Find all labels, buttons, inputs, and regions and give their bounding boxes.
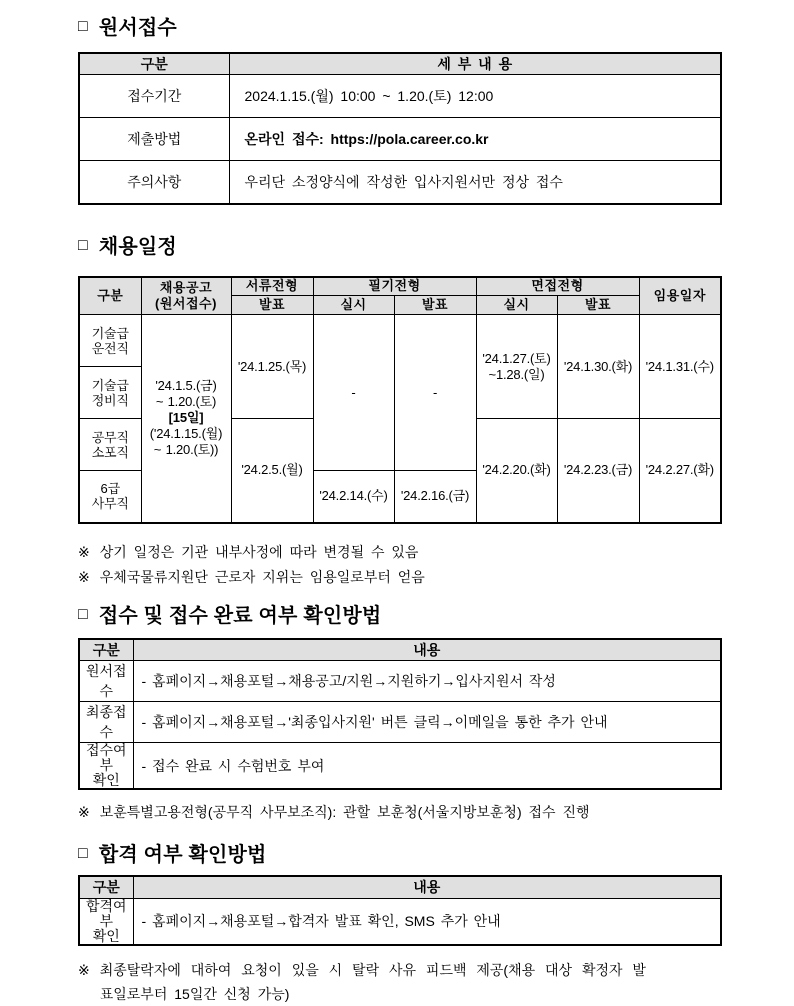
note-text: 우체국물류지원단 근로자 지위는 임용일로부터 얻음 bbox=[99, 568, 425, 585]
cell-appoint-top: '24.1.31.(수) bbox=[639, 315, 721, 419]
schedule-row-driver bbox=[79, 315, 721, 367]
col-header-written-announce: 발표 bbox=[394, 296, 476, 315]
section-title-schedule bbox=[78, 235, 720, 259]
row-value-method-url: 온라인 접수: https://pola.career.co.kr bbox=[229, 118, 721, 161]
job-label-clerk bbox=[79, 471, 141, 523]
cell-appoint-bottom: '24.2.27.(화) bbox=[639, 419, 721, 523]
col-header-notice bbox=[141, 277, 231, 315]
checkbox-square-icon: □ bbox=[78, 845, 88, 862]
section-title-pass-check bbox=[78, 843, 720, 867]
job-label-line1: 기술급 bbox=[91, 325, 129, 341]
cell-interview-conduct-bottom: '24.2.20.(화) bbox=[476, 419, 557, 523]
table-row-period bbox=[79, 75, 721, 118]
row-label-caution: 주의사항 bbox=[79, 161, 229, 204]
receipt-check-table bbox=[78, 638, 722, 791]
interview-conduct-line1: '24.1.27.(토) bbox=[482, 350, 551, 366]
col-header-gubun: 구분 bbox=[79, 277, 141, 315]
job-label-line2: 소포직 bbox=[91, 444, 129, 460]
col-header-gubun: 구분 bbox=[79, 53, 229, 75]
table-row-final-submit bbox=[79, 702, 721, 743]
receipt-table-header-row bbox=[79, 639, 721, 661]
col-header-gubun: 구분 bbox=[79, 876, 133, 898]
checkbox-square-icon: □ bbox=[78, 18, 88, 35]
section-title-text: 원서접수 bbox=[98, 17, 177, 39]
row-label-receipt-confirm bbox=[79, 743, 133, 790]
cell-doc-announce-top: '24.1.25.(목) bbox=[231, 315, 313, 419]
row-label-line1: 접수여부 bbox=[85, 742, 127, 773]
note-veterans bbox=[78, 803, 720, 821]
table-row-application bbox=[79, 661, 721, 702]
row-label-final-submit: 최종접수 bbox=[79, 702, 133, 743]
row-value-application: - 홈페이지→채용포털→채용공고/지원→지원하기→입사지원서 작성 bbox=[133, 661, 721, 702]
table-row-method bbox=[79, 118, 721, 161]
application-table bbox=[78, 52, 722, 205]
note-feedback-line1: 최종탈락자에 대하여 요청이 있을 시 탈락 사유 피드백 제공(채용 대상 확정자 발 bbox=[99, 961, 646, 978]
reference-mark-icon: ※ bbox=[78, 961, 90, 978]
cell-notice-period bbox=[141, 315, 231, 523]
col-header-written-exam: 필기전형 bbox=[313, 277, 476, 296]
notice-line3: [15일] bbox=[168, 410, 204, 426]
pass-table-header-row bbox=[79, 876, 721, 898]
table-row-receipt-confirm bbox=[79, 743, 721, 790]
cell-written-conduct-bottom: '24.2.14.(수) bbox=[313, 471, 394, 523]
job-label-line1: 6급 bbox=[100, 481, 120, 497]
col-header-written-conduct: 실시 bbox=[313, 296, 394, 315]
schedule-header-row-1 bbox=[79, 277, 721, 296]
col-header-doc-screening: 서류전형 bbox=[231, 277, 313, 296]
checkbox-square-icon: □ bbox=[78, 236, 88, 254]
row-label-line1: 합격여부 bbox=[85, 897, 127, 929]
col-header-details: 세 부 내 용 bbox=[229, 53, 721, 75]
job-label-mechanic bbox=[79, 367, 141, 419]
section-title-application bbox=[78, 16, 720, 40]
reference-mark-icon: ※ bbox=[78, 568, 90, 585]
cell-interview-announce-bottom: '24.2.23.(금) bbox=[557, 419, 639, 523]
notice-line1: '24.1.5.(금) bbox=[155, 378, 217, 394]
col-header-gubun: 구분 bbox=[79, 639, 133, 661]
job-label-line1: 공무직 bbox=[91, 429, 129, 445]
checkbox-square-icon: □ bbox=[78, 605, 88, 623]
row-label-line2: 확인 bbox=[92, 772, 120, 788]
cell-written-announce-top: - bbox=[394, 315, 476, 471]
col-header-interview: 면접전형 bbox=[476, 277, 639, 296]
row-value-caution: 우리단 소정양식에 작성한 입사지원서만 정상 접수 bbox=[229, 161, 721, 204]
col-header-interview-announce: 발표 bbox=[557, 296, 639, 315]
row-value-receipt-confirm: - 접수 완료 시 수험번호 부여 bbox=[133, 743, 721, 790]
table-row-caution bbox=[79, 161, 721, 204]
note-feedback bbox=[78, 958, 720, 1006]
section-title-receipt-check bbox=[78, 604, 720, 628]
notice-line2: ~ 1.20.(토) bbox=[155, 394, 217, 410]
col-header-notice-line2: (원서접수) bbox=[155, 295, 217, 311]
cell-written-announce-bottom: '24.2.16.(금) bbox=[394, 471, 476, 523]
notice-line5: ~ 1.20.(토)) bbox=[153, 442, 219, 458]
row-label-line2: 확인 bbox=[92, 927, 120, 944]
note-text: 보훈특별고용전형(공무직 사무보조직): 관할 보훈청(서울지방보훈청) 접수 진행 bbox=[99, 804, 590, 820]
table-row-pass-confirm bbox=[79, 898, 721, 945]
note-worker-status bbox=[78, 565, 720, 590]
job-label-parcel bbox=[79, 419, 141, 471]
reference-mark-icon: ※ bbox=[78, 543, 90, 560]
cell-interview-conduct-top bbox=[476, 315, 557, 419]
col-header-interview-conduct: 실시 bbox=[476, 296, 557, 315]
notice-line4: ('24.1.15.(월) bbox=[149, 426, 223, 442]
row-value-period: 2024.1.15.(월) 10:00 ~ 1.20.(토) 12:00 bbox=[229, 75, 721, 118]
col-header-notice-line1: 채용공고 bbox=[159, 279, 213, 295]
schedule-table bbox=[78, 276, 722, 524]
row-label-application: 원서접수 bbox=[79, 661, 133, 702]
job-label-line2: 사무직 bbox=[91, 496, 129, 512]
job-label-driver bbox=[79, 315, 141, 367]
col-header-content: 내용 bbox=[133, 639, 721, 661]
col-header-doc-announce: 발표 bbox=[231, 296, 313, 315]
interview-conduct-line2: ~1.28.(일) bbox=[488, 366, 545, 382]
job-label-line1: 기술급 bbox=[91, 377, 129, 393]
cell-written-conduct-top: - bbox=[313, 315, 394, 471]
section-title-text: 접수 및 접수 완료 여부 확인방법 bbox=[98, 604, 382, 627]
row-label-method: 제출방법 bbox=[79, 118, 229, 161]
reference-mark-icon: ※ bbox=[78, 804, 90, 820]
row-label-pass-confirm bbox=[79, 898, 133, 945]
col-header-content: 내용 bbox=[133, 876, 721, 898]
cell-doc-announce-bottom: '24.2.5.(월) bbox=[231, 419, 313, 523]
job-label-line2: 정비직 bbox=[91, 392, 129, 408]
section-title-text: 채용일정 bbox=[98, 235, 177, 258]
note-feedback-line2: 표일로부터 15일간 신청 가능) bbox=[99, 985, 290, 1002]
row-value-pass-confirm: - 홈페이지→채용포털→합격자 발표 확인, SMS 추가 안내 bbox=[133, 898, 721, 945]
section-title-text: 합격 여부 확인방법 bbox=[98, 844, 267, 866]
note-schedule-change bbox=[78, 540, 720, 565]
pass-check-table bbox=[78, 875, 722, 946]
row-label-period: 접수기간 bbox=[79, 75, 229, 118]
application-table-header-row bbox=[79, 53, 721, 75]
schedule-notes bbox=[78, 540, 720, 590]
note-text: 상기 일정은 기관 내부사정에 따라 변경될 수 있음 bbox=[99, 543, 419, 560]
col-header-appointment-date: 임용일자 bbox=[639, 277, 721, 315]
cell-interview-announce-top: '24.1.30.(화) bbox=[557, 315, 639, 419]
job-label-line2: 운전직 bbox=[91, 340, 129, 356]
document-content bbox=[78, 16, 720, 1006]
note-text bbox=[100, 958, 720, 1006]
row-value-final-submit: - 홈페이지→채용포털→'최종입사지원' 버튼 클릭→이메일을 통한 추가 안내 bbox=[133, 702, 721, 743]
